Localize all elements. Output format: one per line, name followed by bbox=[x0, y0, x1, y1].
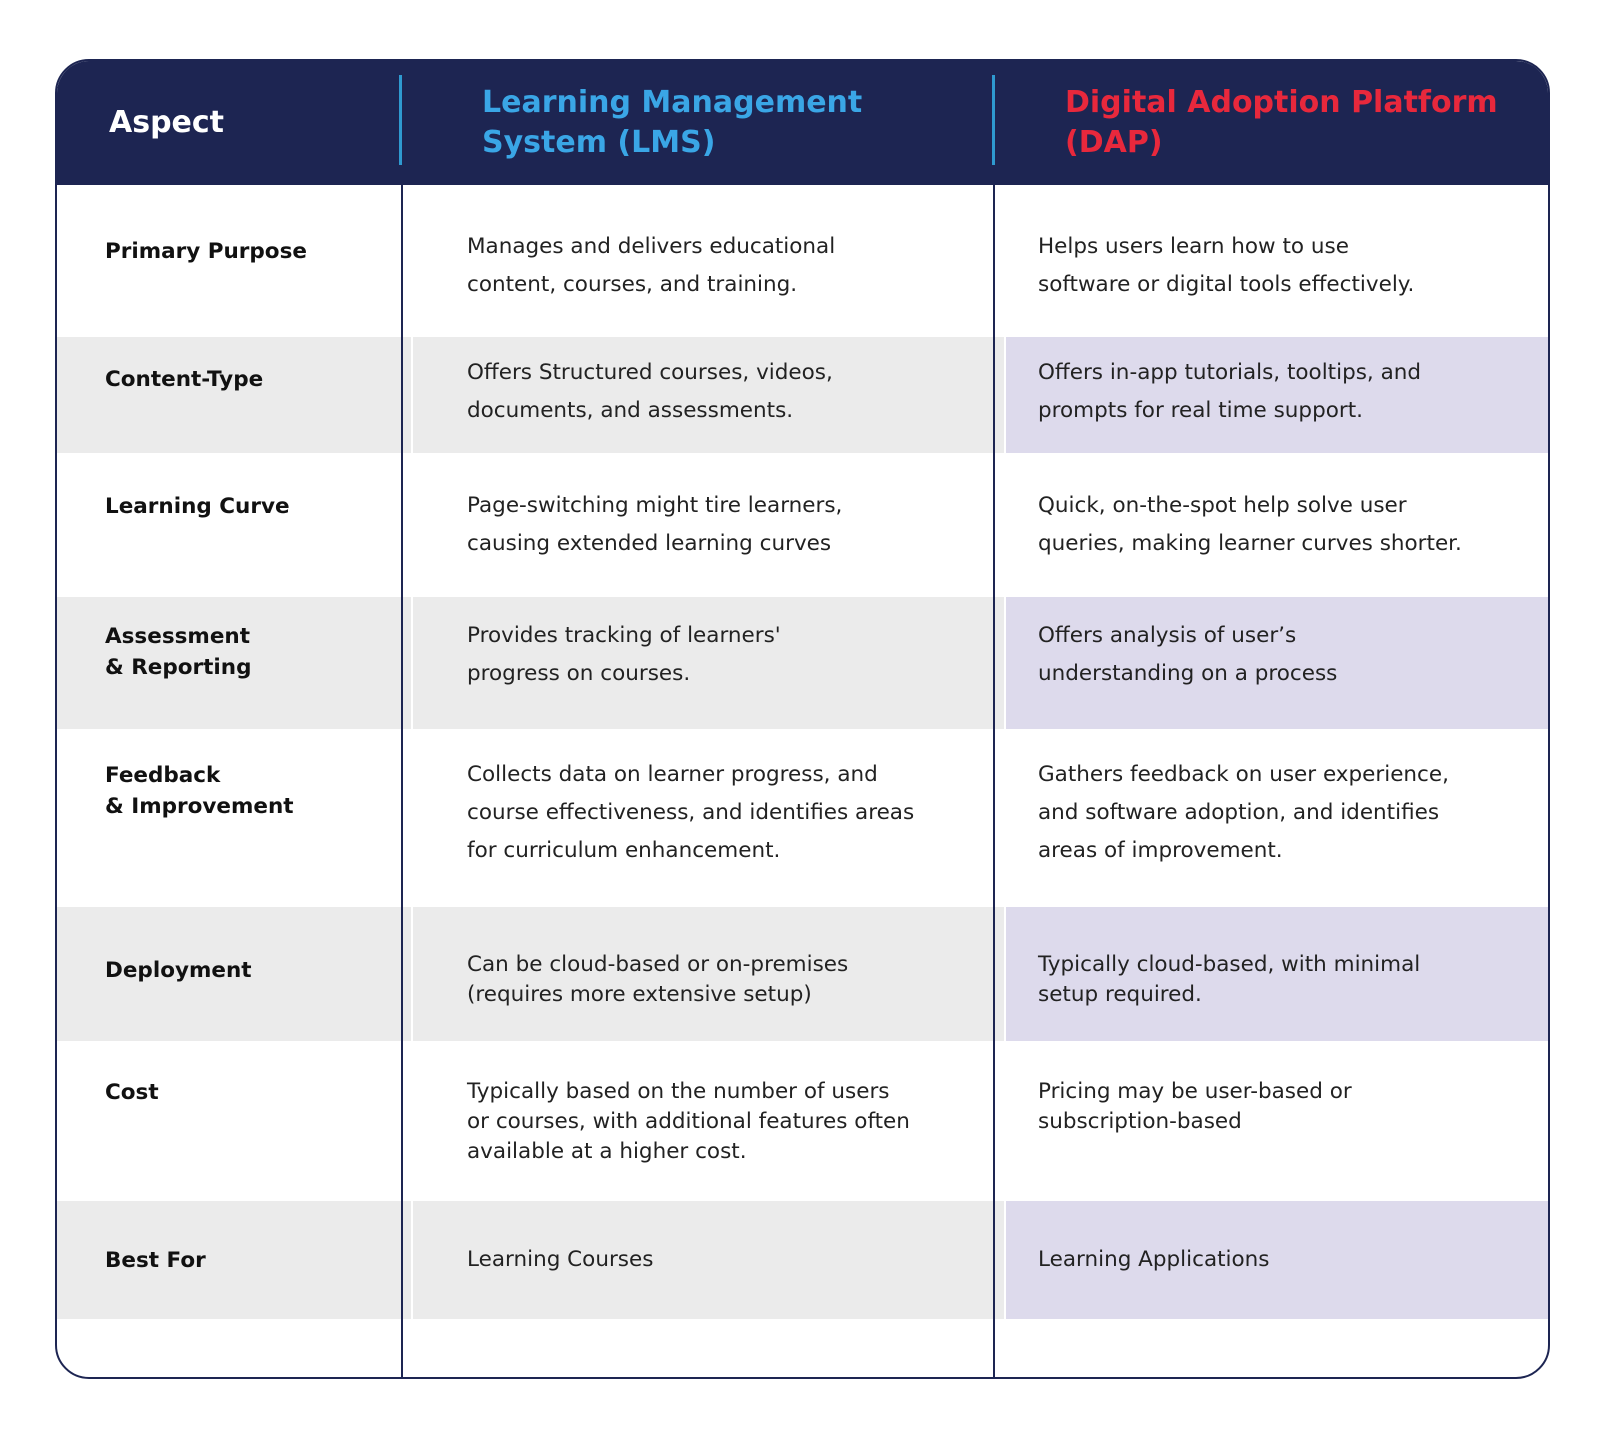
aspect-cell bbox=[57, 907, 411, 1041]
dap-cell bbox=[1006, 907, 1550, 1041]
dap-cell bbox=[1006, 337, 1550, 453]
lms-text: Learning Courses bbox=[467, 1247, 654, 1272]
aspect-label: Feedback & Improvement bbox=[105, 763, 294, 819]
aspect-label: Content-Type bbox=[105, 367, 264, 392]
header-aspect bbox=[109, 61, 409, 185]
dap-text: Pricing may be user-based or subscription-based bbox=[1038, 1079, 1352, 1134]
aspect-label: Primary Purpose bbox=[105, 239, 307, 264]
dap-cell bbox=[1006, 1201, 1550, 1319]
aspect-label: Deployment bbox=[105, 958, 252, 983]
aspect-cell bbox=[57, 597, 411, 729]
lms-text: Page-switching might tire learners, causing extended learning curves bbox=[467, 493, 843, 556]
aspect-cell bbox=[57, 1041, 411, 1201]
header-divider bbox=[992, 75, 995, 165]
column-divider bbox=[401, 185, 403, 1377]
aspect-cell bbox=[57, 185, 411, 337]
dap-text: Helps users learn how to use software or digital tools effectively. bbox=[1038, 234, 1415, 297]
aspect-cell bbox=[57, 1201, 411, 1319]
dap-cell bbox=[1006, 1041, 1550, 1201]
table-row bbox=[57, 185, 1548, 337]
table-row bbox=[57, 453, 1548, 597]
aspect-cell bbox=[57, 453, 411, 597]
table-row bbox=[57, 907, 1548, 1041]
lms-cell bbox=[413, 729, 1004, 907]
lms-text: Collects data on learner progress, and course effectiveness, and identifies areas for curriculum enhancement. bbox=[467, 762, 915, 863]
header-aspect-label: Aspect bbox=[109, 105, 225, 140]
column-divider bbox=[993, 185, 995, 1377]
table-row bbox=[57, 1041, 1548, 1201]
dap-text: Gathers feedback on user experience, and software adoption, and identifies areas of improvement. bbox=[1038, 762, 1449, 863]
dap-cell bbox=[1006, 453, 1550, 597]
table-row bbox=[57, 337, 1548, 453]
aspect-label: Cost bbox=[105, 1080, 159, 1105]
header-dap-label: Digital Adoption Platform (DAP) bbox=[1065, 85, 1498, 160]
lms-cell bbox=[413, 907, 1004, 1041]
header-dap bbox=[1065, 61, 1535, 185]
lms-text: Offers Structured courses, videos, documents, and assessments. bbox=[467, 360, 833, 423]
lms-text: Provides tracking of learners' progress on courses. bbox=[467, 623, 781, 686]
lms-cell bbox=[413, 185, 1004, 337]
header-lms bbox=[482, 61, 1042, 185]
table-row bbox=[57, 597, 1548, 729]
dap-cell bbox=[1006, 597, 1550, 729]
header-lms-label: Learning Management System (LMS) bbox=[482, 85, 863, 160]
table-header bbox=[57, 61, 1548, 185]
table-row bbox=[57, 729, 1548, 907]
header-divider bbox=[399, 75, 402, 165]
lms-text: Manages and delivers educational content, courses, and training. bbox=[467, 234, 836, 297]
table-row bbox=[57, 1201, 1548, 1319]
lms-cell bbox=[413, 597, 1004, 729]
lms-cell bbox=[413, 1041, 1004, 1201]
dap-text: Offers analysis of user’s understanding on a process bbox=[1038, 623, 1338, 686]
aspect-label: Assessment & Reporting bbox=[105, 624, 252, 680]
lms-cell bbox=[413, 1201, 1004, 1319]
aspect-label: Best For bbox=[105, 1248, 206, 1273]
lms-cell bbox=[413, 453, 1004, 597]
lms-cell bbox=[413, 337, 1004, 453]
dap-text: Offers in-app tutorials, tooltips, and prompts for real time support. bbox=[1038, 360, 1422, 423]
aspect-label: Learning Curve bbox=[105, 494, 290, 519]
comparison-table bbox=[55, 59, 1550, 1379]
dap-text: Quick, on-the-spot help solve user queries, making learner curves shorter. bbox=[1038, 493, 1462, 556]
aspect-cell bbox=[57, 729, 411, 907]
dap-text: Learning Applications bbox=[1038, 1247, 1270, 1272]
dap-cell bbox=[1006, 185, 1550, 337]
aspect-cell bbox=[57, 337, 411, 453]
lms-text: Typically based on the number of users or courses, with additional features often available at a higher cost. bbox=[467, 1079, 910, 1164]
dap-text: Typically cloud-based, with minimal setup required. bbox=[1038, 952, 1421, 1007]
lms-text: Can be cloud-based or on-premises (requires more extensive setup) bbox=[467, 952, 849, 1007]
dap-cell bbox=[1006, 729, 1550, 907]
